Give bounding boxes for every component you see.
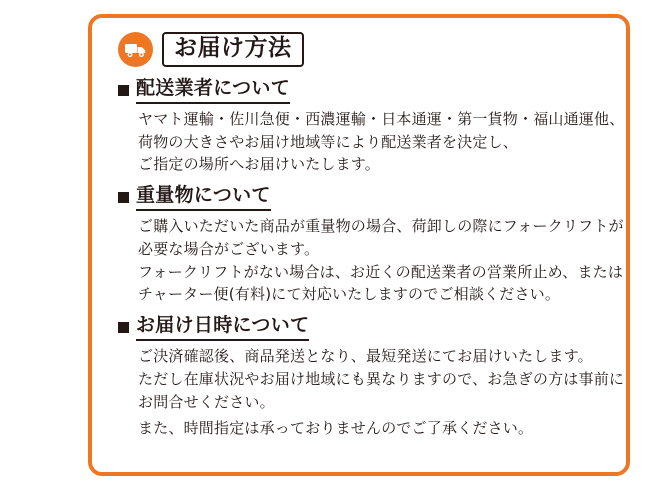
body-line: 必要な場合がございます。 bbox=[138, 239, 320, 258]
section-body bbox=[138, 345, 625, 440]
section-heading-row bbox=[118, 184, 606, 211]
body-line: フォークリフトがない場合は、お近くの配送業者の営業所止め、または bbox=[138, 262, 624, 281]
square-bullet-icon bbox=[118, 322, 129, 333]
square-bullet-icon bbox=[118, 192, 129, 203]
section-heading: お届け日時について bbox=[136, 314, 309, 341]
body-line: ヤマト運輸・佐川急便・西濃運輸・日本通運・第一貨物・福山通運他、 bbox=[138, 109, 625, 128]
body-line: ご購入いただいた商品が重量物の場合、荷卸しの際にフォークリフトが bbox=[138, 216, 624, 235]
body-line: ただし在庫状況やお届け地域にも異なりますので、お急ぎの方は事前に bbox=[138, 369, 625, 388]
section-carrier bbox=[112, 77, 625, 176]
section-heading-row bbox=[118, 77, 606, 104]
body-line: ご決済確認後、商品発送となり、最短発送にてお届けいたします。 bbox=[138, 346, 593, 365]
page-title: お届け方法 bbox=[174, 35, 292, 62]
card-title-box bbox=[162, 32, 304, 67]
body-line: チャーター便(有料)にて対応いたしますのでご相談ください。 bbox=[138, 285, 561, 304]
delivery-info-card bbox=[88, 14, 630, 476]
section-heading: 配送業者について bbox=[136, 77, 290, 104]
card-title-row bbox=[118, 32, 606, 67]
body-line: また、時間指定は承っておりませんのでご了承ください。 bbox=[138, 419, 534, 438]
body-line: ご指定の場所へお届けいたします。 bbox=[138, 155, 381, 174]
section-heavy-items bbox=[112, 184, 624, 306]
body-line: お問合せください。 bbox=[138, 392, 275, 411]
section-heading: 重量物について bbox=[136, 184, 271, 211]
delivery-truck-icon bbox=[118, 32, 153, 67]
section-body bbox=[138, 215, 624, 306]
square-bullet-icon bbox=[118, 85, 129, 96]
section-body bbox=[138, 108, 625, 176]
body-line: 荷物の大きさやお届け地域等により配送業者を決定し、 bbox=[138, 132, 519, 151]
section-delivery-date bbox=[112, 314, 625, 440]
section-heading-row bbox=[118, 314, 606, 341]
